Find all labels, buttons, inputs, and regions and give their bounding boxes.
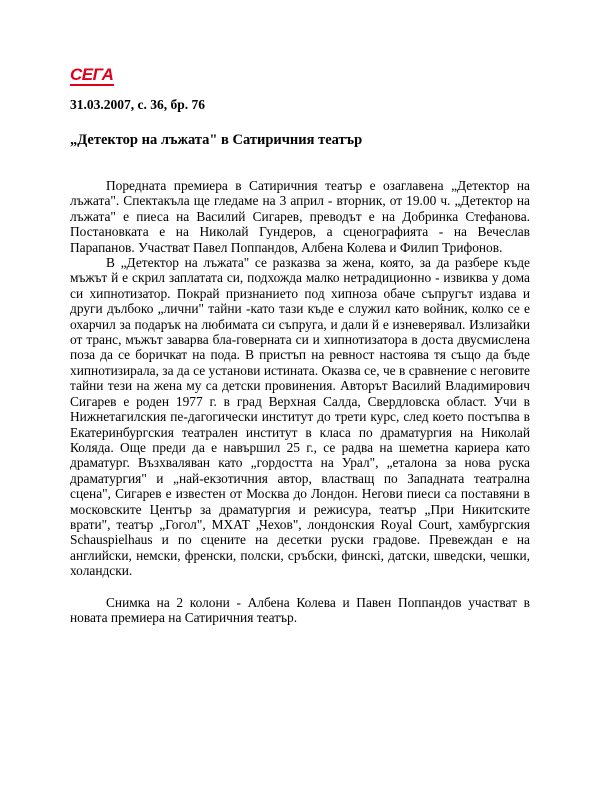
logo-underline [70, 84, 114, 86]
article-headline: „Детектор на лъжата" в Сатиричния театър [70, 132, 363, 148]
source-line: 31.03.2007, с. 36, бр. 76 [70, 97, 205, 112]
logo-text: СЕГА [70, 65, 114, 84]
article-body [70, 178, 530, 625]
article-paragraph-1: Поредната премиера в Сатиричния театър е озаглавена „Детектор на лъжата". Спектакъла ще гледаме на 3 април - вторник, от 19.00 ч. „Детектор на лъжата" е пиеса на Василий Сигарев, преводът е на Добринка Стефанова. Постановката е на Николай Гундеров, а сценографията - на Вечеслав Парапанов. Участват Павел Поппандов, Албена Колева и Филип Трифонов. [70, 178, 530, 255]
article-paragraph-2: В „Детектор на лъжата" се разказва за жена, която, за да разбере къде мъжът й е скрил заплатата си, подхожда малко нетрадиционно - извиква у дома си хипнотизатор. Покрай признанието под хипноза обаче съпругът издава и други дълбоко „лични" тайни -като тази къде е служил като войник, колко се е охарчил за подарък на любимата си съпруга, и дали й е изневерявал. Излизайки от транс, мъжът заварва бла-говерната си и хипнотизатора в доста двусмислена поза да се боричкат на пода. В пристъп на ревност настоява тя също да бъде хипнотизирала, за да се установи истината. Оказва се, че в сравнение с неговите тайни тези на жена му са детски провинения. Авторът Василий Владимирович Сигарев е роден 1977 г. в град Верхная Салда, Свердловска област. Учи в Нижнетагилския пе-дагогически институт до трети курс, след което постъпва в Екатеринбургския театрален институт в класа по драматургия на Николай Коляда. Още преди да е навършил 25 г., се радва на шеметна кариера като драматург. Възхваляван като „гордостта на Урал", „еталона за нова руска драматургия" и „най-екзотичния автор, властващ по Западната театрална сцена", Сигарев е известен от Москва до Лондон. Негови пиеси са поставяни в московските Център за драматургия и режисура, театър „При Никитските врати", театър „Гогол", МХАТ „Чехов", лондонския Royal Court, хамбургския Schauspielhaus и по сцените на десетки руски градове. Превеждан е на английски, немски, френски, полски, сръбски, финскі, датски, шведски, чешки, холандски. [70, 255, 530, 579]
newspaper-logo [70, 66, 116, 88]
photo-caption: Снимка на 2 колони - Албена Колева и Павен Поппандов участват в новата премиера на Сатиричния театър. [70, 594, 530, 625]
